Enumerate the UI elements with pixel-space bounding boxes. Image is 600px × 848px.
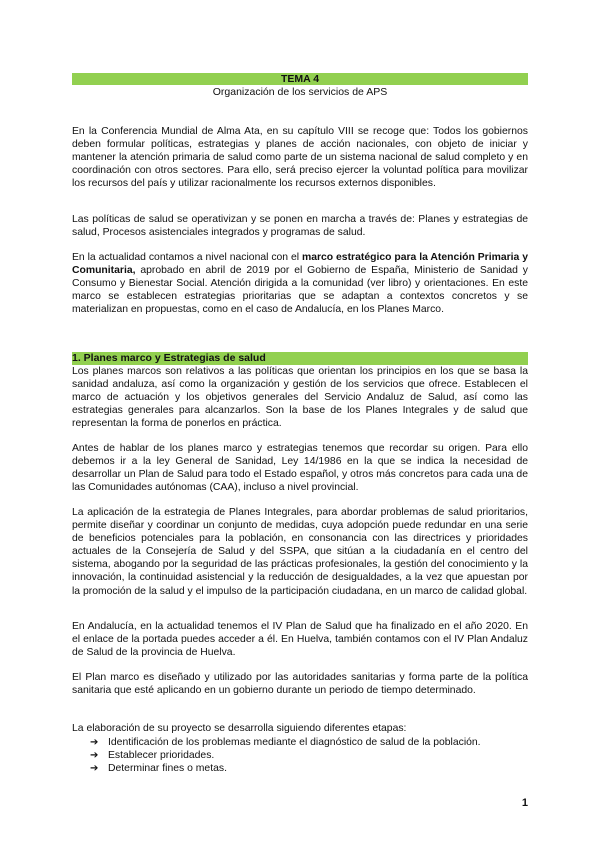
arrow-bullet-icon: ➔ xyxy=(90,750,99,762)
paragraph-marco-estrategico xyxy=(72,251,528,316)
list-item-text: Establecer prioridades. xyxy=(108,750,215,762)
paragraph-marco-post: aprobado en abril de 2019 por el Gobierno de España, Ministerio de Sanidad y Consumo y Bienestar Social. Atención dirigida a la comunidad (ver libro) y orientaciones. En este marco se establecen estrategias prioritarias que se adaptan a contextos concretos y se materializan en propuestas, como en el caso de Andalucía, en los Planes Marco. xyxy=(72,265,528,316)
page-number: 1 xyxy=(521,797,528,809)
paragraph-marco-pre: En la actualidad contamos a nivel nacional con el xyxy=(72,252,302,263)
paragraph-etapas: La elaboración de su proyecto se desarrolla siguiendo diferentes etapas: xyxy=(72,723,407,734)
list-item-text: Identificación de los problemas mediante el diagnóstico de salud de la población. xyxy=(108,737,481,748)
paragraph-politicas: Las políticas de salud se operativizan y se ponen en marcha a través de: Planes y estrategias de salud, Procesos asistenciales integrados y programas de salud. xyxy=(72,214,528,239)
paragraph-planes-marcos: Los planes marcos son relativos a las políticas que orientan los principios en los que se basa la sanidad andaluza, así como la organización y gestión de los servicios que ofrece. Establecen el marco de actuación y los objetivos generales del Servicio Andaluz de Salud, así como las estrategias generales para alcanzarlos. Son la base de los Planes Integrales y de salud que representan la forma de ponerlos en práctica. xyxy=(72,366,528,430)
paragraph-alma-ata: En la Conferencia Mundial de Alma Ata, en su capítulo VIII se recoge que: Todos los gobiernos deben formular políticas, estrategias y planes de acción nacionales, con objeto de iniciar y mantener la atención primaria de salud como parte de un sistema nacional de salud completo y en coordinación con otros sectores. Para ello, será preciso ejercer la voluntad política para movilizar los recursos del país y utilizar racionalmente los recursos externos disponibles. xyxy=(72,126,528,190)
page-subtitle: Organización de los servicios de APS xyxy=(212,86,388,98)
arrow-bullet-icon: ➔ xyxy=(90,763,99,775)
section-heading: 1. Planes marco y Estrategias de salud xyxy=(72,352,266,364)
paragraph-planes-integrales: La aplicación de la estrategia de Planes Integrales, para abordar problemas de salud prioritarios, permite diseñar y coordinar un conjunto de medidas, cuya adopción puede redundar en una serie de beneficios potenciales para la población, en consonancia con las directrices y prioridades actuales de la Consejería de Salud y del SSPA, que sitúan a la ciudadanía en el centro del sistema, abogando por la seguridad de las prácticas profesionales, la gestión del conocimiento y la innovación, la continuidad asistencial y la reducción de desigualdades, a la vez que apuestan por la promoción de la salud y el impulso de la participación ciudadana, en un marco de calidad global. xyxy=(72,507,528,597)
page-title: TEMA 4 xyxy=(280,73,320,85)
paragraph-origen: Antes de hablar de los planes marco y estrategias tenemos que recordar su origen. Para ello debemos ir a la ley General de Sanidad, Ley 14/1986 en la que se indica la necesidad de desarrollar un Plan de Salud para todo el Estado español, y otros más concretos para cada una de las Comunidades autónomas (CAA), incluso a nivel provincial. xyxy=(72,443,528,494)
list-item xyxy=(90,736,528,749)
arrow-bullet-icon: ➔ xyxy=(90,737,99,748)
list-item xyxy=(90,762,528,775)
paragraph-andalucia: En Andalucía, en la actualidad tenemos el IV Plan de Salud que ha finalizado en el año 2020. En el enlace de la portada puedes acceder a él. En Huelva, también contamos con el IV Plan Andaluz de Salud de la provincia de Huelva. xyxy=(72,621,528,659)
etapas-list xyxy=(90,736,528,775)
paragraph-marco-bold: marco estratégico para la Atención Primaria y Comunitaria, xyxy=(72,252,528,277)
list-item-text: Determinar fines o metas. xyxy=(108,763,227,775)
paragraph-plan-marco: El Plan marco es diseñado y utilizado por las autoridades sanitarias y forma parte de la política sanitaria que esté aplicando en un gobierno durante un periodo de tiempo determinado. xyxy=(72,672,528,697)
list-item xyxy=(90,749,528,762)
